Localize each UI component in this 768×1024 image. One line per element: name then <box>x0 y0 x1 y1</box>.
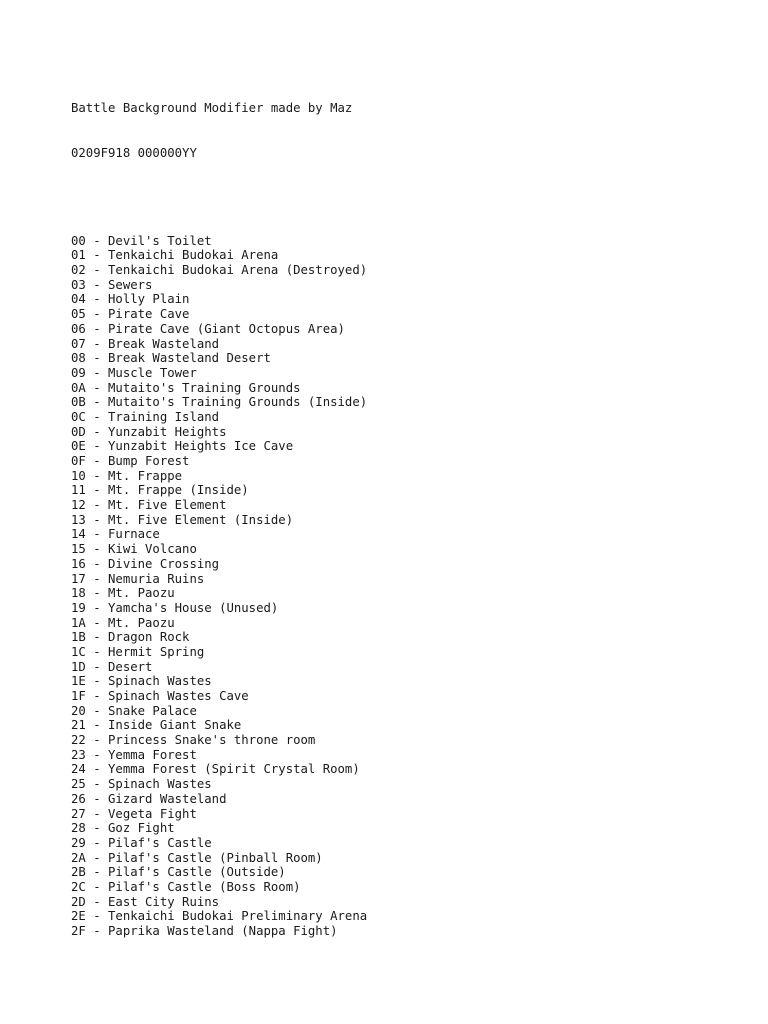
list-item: 11 - Mt. Frappe (Inside) <box>71 483 249 498</box>
list-item: 2A - Pilaf's Castle (Pinball Room) <box>71 850 323 865</box>
list-item: 09 - Muscle Tower <box>71 365 197 380</box>
list-item: 00 - Devil's Toilet <box>71 233 212 248</box>
list-item: 21 - Inside Giant Snake <box>71 718 242 733</box>
list-item: 2E - Tenkaichi Budokai Preliminary Arena <box>71 909 368 924</box>
list-item: 10 - Mt. Frappe <box>71 468 183 483</box>
list-item: 25 - Spinach Wastes <box>71 777 212 792</box>
list-item: 1C - Hermit Spring <box>71 644 205 659</box>
list-item: 06 - Pirate Cave (Giant Octopus Area) <box>71 321 345 336</box>
list-item: 0F - Bump Forest <box>71 454 190 468</box>
list-item: 19 - Yamcha's House (Unused) <box>71 600 279 615</box>
list-item: 20 - Snake Palace <box>71 703 197 718</box>
list-item: 2D - East City Ruins <box>71 894 220 909</box>
document-page <box>71 72 731 953</box>
list-item: 26 - Gizard Wasteland <box>71 791 227 806</box>
list-item: 0D - Yunzabit Heights <box>71 424 227 439</box>
list-item: 29 - Pilaf's Castle <box>71 835 212 850</box>
list-item: 17 - Nemuria Ruins <box>71 571 205 586</box>
list-item: 24 - Yemma Forest (Spirit Crystal Room) <box>71 762 360 777</box>
list-item: 12 - Mt. Five Element <box>71 498 227 513</box>
list-item: 2B - Pilaf's Castle (Outside) <box>71 865 286 880</box>
list-item: 18 - Mt. Paozu <box>71 586 175 601</box>
list-item: 27 - Vegeta Fight <box>71 806 197 821</box>
list-item: 2F - Paprika Wasteland (Nappa Fight) <box>71 924 338 938</box>
list-item: 0B - Mutaito's Training Grounds (Inside) <box>71 395 368 410</box>
list-item: 1B - Dragon Rock <box>71 630 190 645</box>
list-item: 1F - Spinach Wastes Cave <box>71 689 249 703</box>
list-item: 0E - Yunzabit Heights Ice Cave <box>71 439 294 454</box>
list-item: 07 - Break Wasteland <box>71 336 220 351</box>
list-item: 2C - Pilaf's Castle (Boss Room) <box>71 879 301 894</box>
blank-line <box>71 190 731 205</box>
list-item: 22 - Princess Snake's throne room <box>71 733 316 748</box>
list-item: 23 - Yemma Forest <box>71 747 197 762</box>
list-item: 14 - Furnace <box>71 527 160 542</box>
cheat-code: 0209F918 000000YY <box>71 145 197 160</box>
list-item: 0A - Mutaito's Training Grounds <box>71 380 301 395</box>
list-item: 01 - Tenkaichi Budokai Arena <box>71 248 279 263</box>
list-item: 05 - Pirate Cave <box>71 307 190 322</box>
list-item: 28 - Goz Fight <box>71 821 175 836</box>
list-item: 1E - Spinach Wastes <box>71 674 212 689</box>
list-item: 1A - Mt. Paozu <box>71 615 175 630</box>
list-item: 08 - Break Wasteland Desert <box>71 351 271 366</box>
list-item: 15 - Kiwi Volcano <box>71 542 197 557</box>
list-item: 16 - Divine Crossing <box>71 556 220 571</box>
list-item: 02 - Tenkaichi Budokai Arena (Destroyed) <box>71 263 368 278</box>
document-title: Battle Background Modifier made by Maz <box>71 101 353 116</box>
background-list <box>71 234 731 939</box>
list-item: 04 - Holly Plain <box>71 292 190 307</box>
list-item: 13 - Mt. Five Element (Inside) <box>71 512 294 527</box>
list-item: 03 - Sewers <box>71 277 153 292</box>
list-item: 1D - Desert <box>71 659 153 674</box>
list-item: 0C - Training Island <box>71 409 220 424</box>
